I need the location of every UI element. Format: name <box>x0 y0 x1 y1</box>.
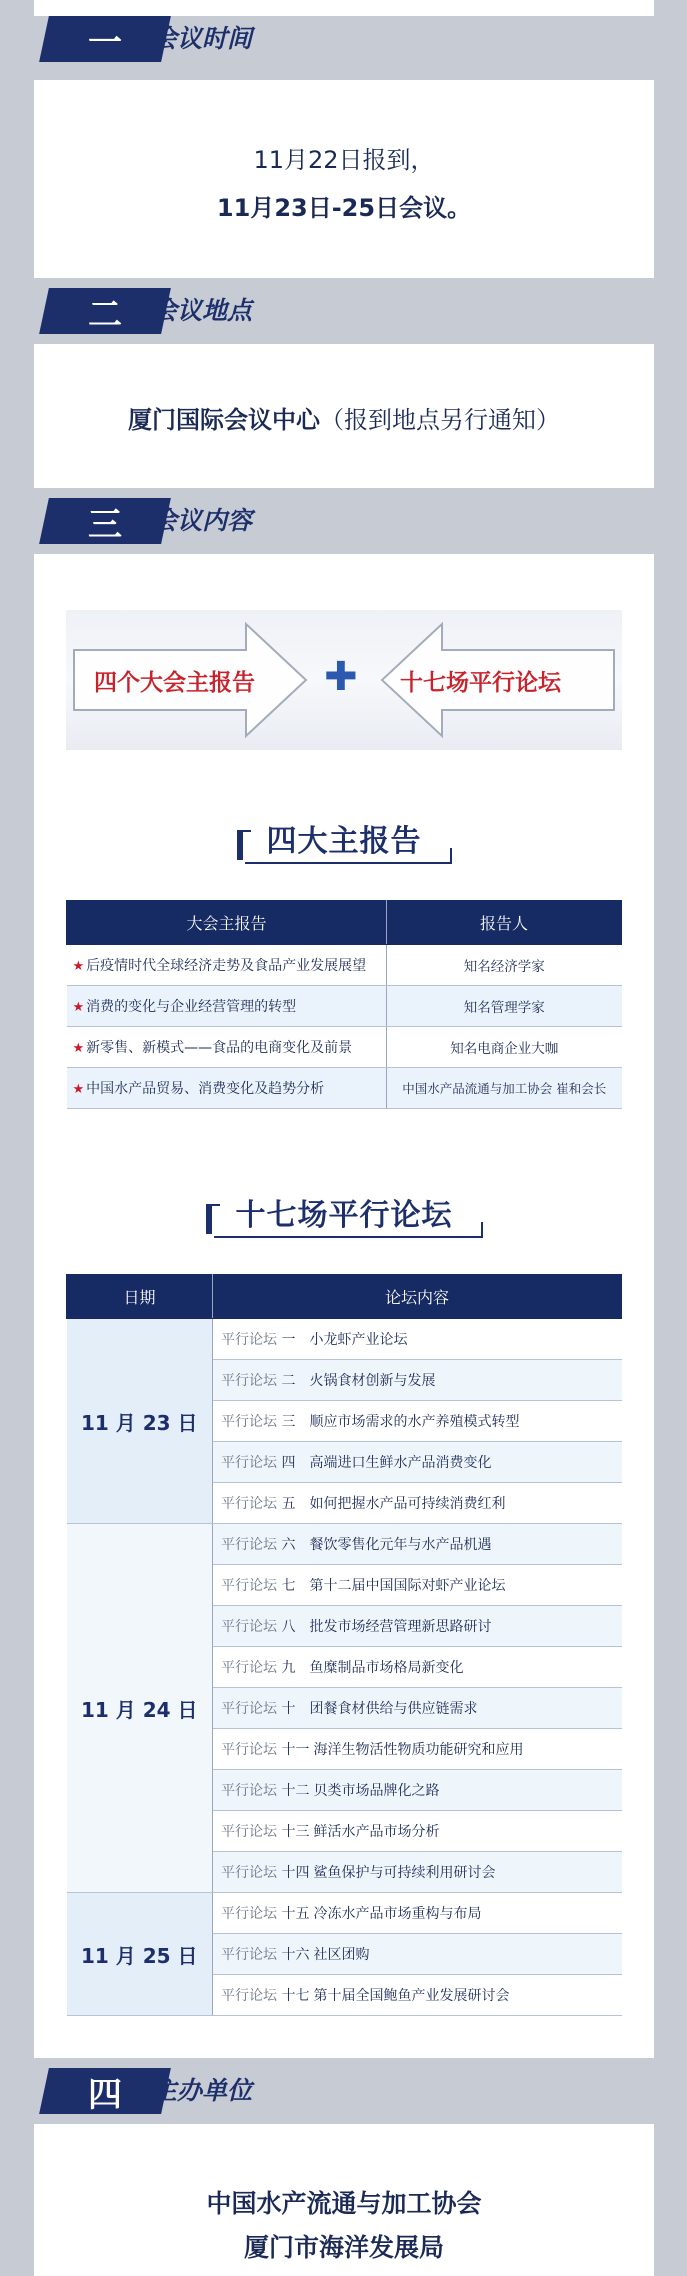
forum-item: 平行论坛 十五 冷冻水产品市场重构与布局 <box>213 1893 622 1934</box>
section-title: 主办单位 <box>152 2076 253 2105</box>
table-row <box>67 986 622 1027</box>
forum-item: 平行论坛 十 团餐食材供给与供应链需求 <box>213 1688 622 1729</box>
table-header-row <box>67 1275 622 1319</box>
venue-note: （报到地点另行通知） <box>320 406 560 434</box>
forum-item: 平行论坛 二 火锅食材创新与发展 <box>213 1360 622 1401</box>
section-header-time <box>34 16 654 62</box>
star-icon: ★ <box>72 1041 85 1056</box>
prev-card-edge <box>34 0 654 16</box>
report-topic: ★ 消费的变化与企业经营管理的转型 <box>67 986 387 1027</box>
section-card-content <box>34 554 654 2058</box>
banner-right-label: 十七场平行论坛 <box>400 670 561 696</box>
banner-left-label: 四个大会主报告 <box>94 670 255 696</box>
table-row <box>67 1893 622 1934</box>
forum-date: 11 月 25 日 <box>67 1893 213 2016</box>
table-header-row <box>67 901 622 945</box>
forum-item: 平行论坛 一 小龙虾产业论坛 <box>213 1319 622 1360</box>
table-row <box>67 1027 622 1068</box>
section-number: 三 <box>88 504 122 545</box>
organizer-2: 厦门市海洋发展局 <box>243 2233 444 2262</box>
column-header: 日期 <box>67 1275 213 1319</box>
forums-heading-text: 十七场平行论坛 <box>235 1198 453 1233</box>
venue-text <box>34 400 654 435</box>
meeting-dates: 11月23日-25日会议。 <box>216 194 472 222</box>
table-row <box>67 945 622 986</box>
table-row <box>67 1068 622 1109</box>
star-icon: ★ <box>72 959 85 974</box>
section-title: 会议地点 <box>152 296 253 325</box>
report-speaker: 知名经济学家 <box>387 945 622 986</box>
reports-heading <box>34 816 654 860</box>
section-card-venue <box>34 344 654 488</box>
table-row <box>67 1524 622 1565</box>
column-header: 论坛内容 <box>213 1275 622 1319</box>
section-number: 二 <box>88 294 122 335</box>
table-row <box>67 1319 622 1360</box>
report-topic: ★ 中国水产品贸易、消费变化及趋势分析 <box>67 1068 387 1109</box>
reports-table <box>66 900 622 1109</box>
forum-item: 平行论坛 五 如何把握水产品可持续消费红利 <box>213 1483 622 1524</box>
forum-item: 平行论坛 九 鱼糜制品市场格局新变化 <box>213 1647 622 1688</box>
column-header: 大会主报告 <box>67 901 387 945</box>
forum-item: 平行论坛 十六 社区团购 <box>213 1934 622 1975</box>
section-card-time <box>34 80 654 278</box>
forum-item: 平行论坛 七 第十二届中国国际对虾产业论坛 <box>213 1565 622 1606</box>
report-speaker: 知名电商企业大咖 <box>387 1027 622 1068</box>
plus-icon: ✚ <box>324 654 358 700</box>
forum-date: 11 月 23 日 <box>67 1319 213 1524</box>
forum-item: 平行论坛 十七 第十届全国鲍鱼产业发展研讨会 <box>213 1975 622 2016</box>
section-title: 会议内容 <box>152 506 253 535</box>
forum-item: 平行论坛 十四 鲨鱼保护与可持续利用研讨会 <box>213 1852 622 1893</box>
section-header-venue <box>34 288 654 334</box>
report-topic: ★ 后疫情时代全球经济走势及食品产业发展展望 <box>67 945 387 986</box>
organizer-1: 中国水产流通与加工协会 <box>206 2189 482 2218</box>
forum-item: 平行论坛 四 高端进口生鲜水产品消费变化 <box>213 1442 622 1483</box>
section-card-organizers <box>34 2124 654 2276</box>
forum-item: 平行论坛 十一 海洋生物活性物质功能研究和应用 <box>213 1729 622 1770</box>
star-icon: ★ <box>72 1082 85 1097</box>
forum-date: 11 月 24 日 <box>67 1524 213 1893</box>
column-header: 报告人 <box>387 901 622 945</box>
forum-item: 平行论坛 八 批发市场经营管理新思路研讨 <box>213 1606 622 1647</box>
section-header-content <box>34 498 654 544</box>
forum-item: 平行论坛 三 顺应市场需求的水产养殖模式转型 <box>213 1401 622 1442</box>
section-number: 一 <box>88 22 122 63</box>
report-speaker: 知名管理学家 <box>387 986 622 1027</box>
registration-date: 11月22日报到， <box>253 146 435 174</box>
forum-item: 平行论坛 十二 贝类市场品牌化之路 <box>213 1770 622 1811</box>
forums-heading <box>34 1190 654 1234</box>
forum-item: 平行论坛 六 餐饮零售化元年与水产品机遇 <box>213 1524 622 1565</box>
content-banner <box>66 610 622 750</box>
forum-item: 平行论坛 十三 鲜活水产品市场分析 <box>213 1811 622 1852</box>
reports-heading-text: 四大主报告 <box>266 824 422 859</box>
section-title: 会议时间 <box>152 24 253 53</box>
report-topic: ★ 新零售、新模式——食品的电商变化及前景 <box>67 1027 387 1068</box>
section-number: 四 <box>88 2074 122 2115</box>
venue-name: 厦门国际会议中心 <box>128 406 320 434</box>
report-speaker: 中国水产品流通与加工协会 崔和会长 <box>387 1068 622 1109</box>
section-header-organizers <box>34 2068 654 2114</box>
star-icon: ★ <box>72 1000 85 1015</box>
forums-table <box>66 1274 622 2016</box>
